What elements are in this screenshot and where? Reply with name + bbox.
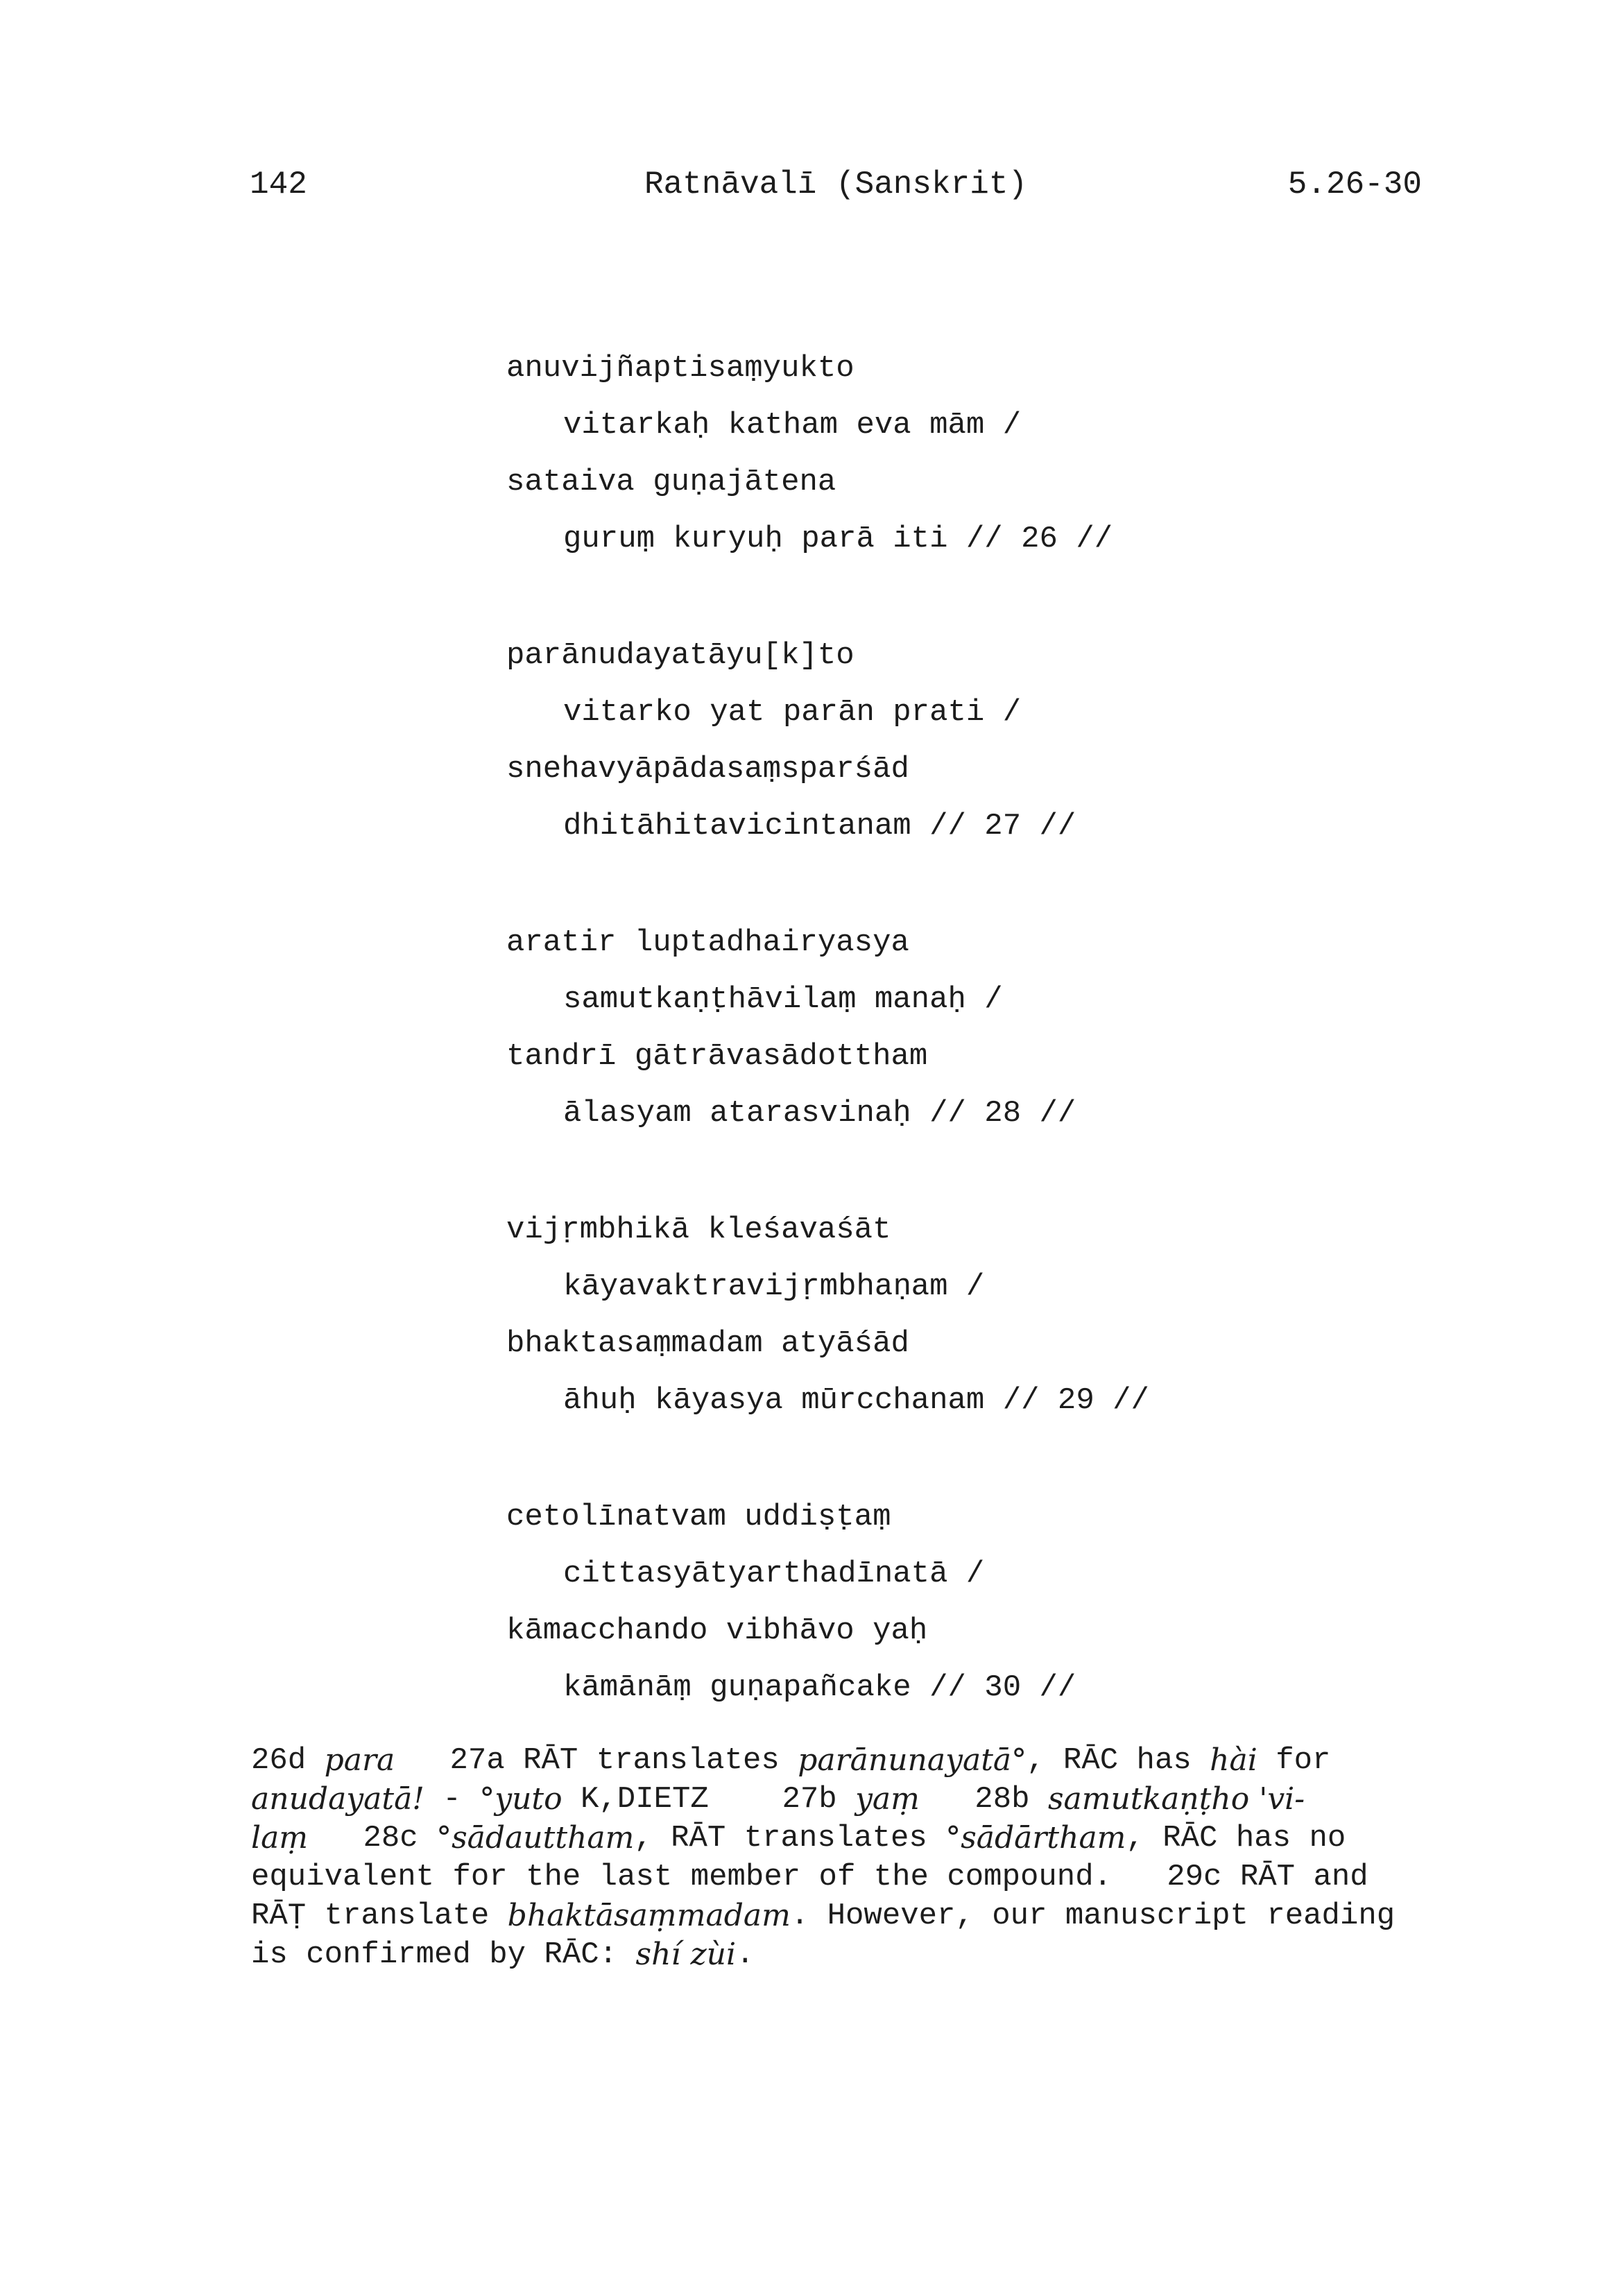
note-line (251, 1896, 1423, 1935)
verse-line: vijṛmbhikā kleśavaśāt (506, 1213, 891, 1247)
note-text: RĀṬ translate (251, 1899, 508, 1933)
verse-line: cittasyātyarthadīnatā / (563, 1557, 985, 1591)
note-text: , RĀC has (1027, 1743, 1210, 1778)
verse-line: vitarko yat parān prati / (563, 695, 1022, 730)
note-italic: samutkaṇṭho 'vi- (1047, 1781, 1305, 1817)
note-text: is confirmed by RĀC: (251, 1937, 636, 1972)
stanza-30 (506, 1489, 1408, 1716)
verse-line: vitarkaḥ katham eva mām / (563, 408, 1022, 443)
critical-notes (251, 1741, 1423, 1974)
verse-line: ālasyam atarasvinaḥ // 28 // (563, 1096, 1076, 1131)
note-italic: para (324, 1742, 395, 1778)
page-number: 142 (250, 166, 307, 203)
verse-line: kāmacchando vibhāvo yaḥ (506, 1613, 928, 1648)
verse-line: cetolīnatvam uddiṣṭaṃ (506, 1500, 891, 1534)
verse-reference: 5.26-30 (1287, 166, 1422, 203)
note-text: K,DIETZ 27b (562, 1782, 856, 1817)
verse-line: samutkaṇṭhāvilaṃ manaḥ / (563, 982, 1003, 1017)
note-italic: shí zùi (635, 1937, 737, 1972)
note-italic: parānunayatā° (798, 1742, 1027, 1778)
note-line (251, 1819, 1423, 1858)
note-text: 27a RĀT translates (395, 1743, 798, 1778)
note-line (251, 1858, 1423, 1896)
note-text: . However, our manuscript reading (790, 1899, 1396, 1933)
note-line (251, 1935, 1423, 1974)
note-line (251, 1741, 1423, 1780)
verse-line: āhuḥ kāyasya mūrcchanam // 29 // (563, 1383, 1149, 1418)
running-title: Ratnāvalī (Sanskrit) (644, 166, 1028, 203)
verse-line: sataiva guṇajātena (506, 465, 836, 499)
note-italic: laṃ (251, 1820, 309, 1856)
verse-line: aratir luptadhairyasya (506, 925, 909, 960)
verse-line: kāyavaktravijṛmbhaṇam / (563, 1269, 985, 1304)
verse-line: anuvijñaptisaṃyukto (506, 351, 855, 386)
note-text: for (1257, 1743, 1331, 1778)
verse-line: kāmānāṃ guṇapañcake // 30 // (563, 1670, 1076, 1705)
note-text: . (736, 1937, 755, 1972)
stanza-27 (506, 627, 1408, 855)
verse-line: guruṃ kuryuḥ parā iti // 26 // (563, 522, 1113, 556)
page-header (250, 166, 1422, 215)
stanza-26 (506, 340, 1408, 567)
note-text: , RĀT translates (634, 1821, 946, 1856)
verse-line: parānudayatāyu[k]to (506, 638, 855, 673)
verse-line: bhaktasaṃmadam atyāśād (506, 1326, 909, 1361)
stanza-29 (506, 1201, 1408, 1429)
note-italic: °sādārtham (945, 1820, 1126, 1856)
verse-line: tandrī gātrāvasādottham (506, 1039, 928, 1074)
note-italic: yaṃ (855, 1781, 920, 1817)
verse-line: dhitāhitavicintanam // 27 // (563, 809, 1076, 843)
note-line (251, 1780, 1423, 1819)
note-text: 28c (308, 1821, 437, 1856)
note-italic: °yuto (479, 1781, 563, 1817)
note-italic: anudayatā! (251, 1781, 424, 1817)
note-italic: bhaktāsaṃmadam (507, 1898, 791, 1933)
verse-block (506, 340, 1408, 1776)
note-text: 26d (251, 1743, 325, 1778)
note-italic: hài (1210, 1742, 1257, 1778)
stanza-28 (506, 914, 1408, 1142)
note-text: , RĀC has no (1126, 1821, 1346, 1856)
verse-line: snehavyāpādasaṃsparśād (506, 752, 909, 787)
note-italic: °sādauttham (436, 1820, 635, 1856)
note-text: equivalent for the last member of the compound. 29c RĀT and (251, 1860, 1368, 1894)
note-text: - (424, 1782, 480, 1817)
note-text: 28b (920, 1782, 1048, 1817)
